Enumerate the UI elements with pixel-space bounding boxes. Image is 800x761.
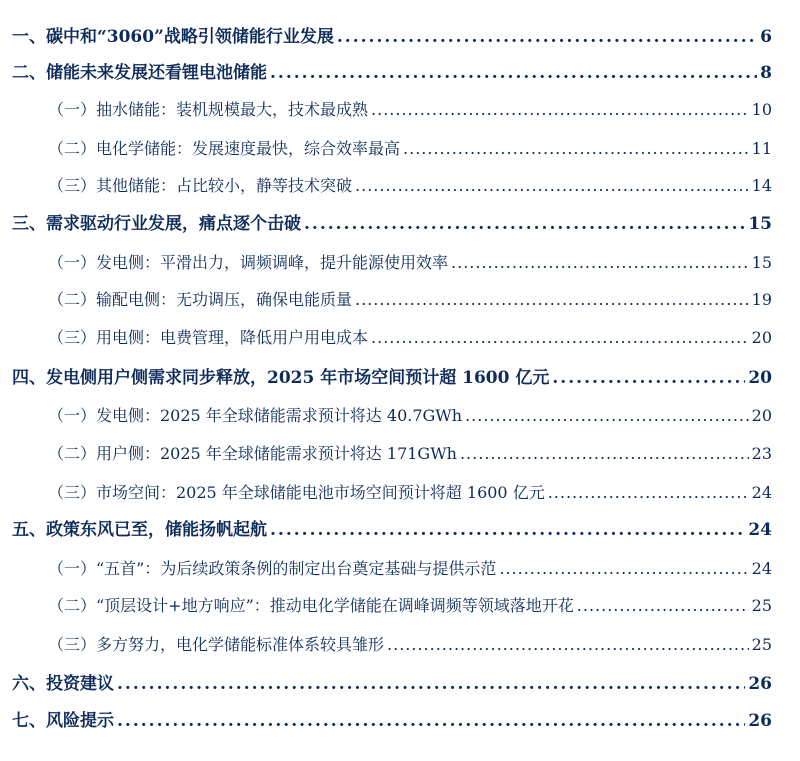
toc-entry-title: 一、碳中和“3060”战略引领储能行业发展 [12, 27, 334, 47]
toc-entry-5-2[interactable] [48, 594, 772, 618]
toc-entry-page: 26 [748, 674, 772, 694]
toc-entry-title: （三）市场空间：2025 年全球储能电池市场空间预计将超 1600 亿元 [48, 483, 545, 502]
toc-entry-1[interactable] [12, 25, 772, 49]
toc-entry-page: 20 [751, 406, 772, 425]
toc-dot-leader [355, 174, 749, 198]
toc-entry-page: 10 [751, 100, 772, 119]
toc-dot-leader [270, 518, 745, 542]
toc-dot-leader [270, 61, 757, 85]
toc-entry-page: 25 [751, 635, 772, 654]
toc-entry-title: （一）发电侧：2025 年全球储能需求预计将达 40.7GWh [48, 406, 463, 425]
toc-dot-leader [460, 442, 749, 466]
toc-dot-leader [337, 25, 757, 49]
toc-entry-2[interactable] [12, 61, 772, 85]
toc-entry-title: （一）抽水储能：装机规模最大，技术最成熟 [48, 100, 369, 119]
toc-entry-2-2[interactable] [48, 137, 772, 161]
toc-entry-5[interactable] [12, 518, 772, 542]
toc-entry-title: （一）“五首”：为后续政策条例的制定出台奠定基础与提供示范 [48, 559, 497, 578]
toc-entry-3[interactable] [12, 212, 772, 236]
toc-entry-title: （二）电化学储能：发展速度最快，综合效率最高 [48, 139, 401, 158]
toc-entry-title: （一）发电侧：平滑出力，调频调峰，提升能源使用效率 [48, 253, 449, 272]
toc-entry-2-1[interactable] [48, 98, 772, 122]
toc-entry-title: （二）用户侧：2025 年全球储能需求预计将达 171GWh [48, 444, 457, 463]
toc-entry-3-2[interactable] [48, 288, 772, 312]
toc-entry-title: 七、风险提示 [12, 711, 114, 731]
toc-entry-2-3[interactable] [48, 174, 772, 198]
toc-entry-page: 20 [748, 368, 772, 388]
toc-entry-4[interactable] [12, 366, 772, 390]
toc-entry-title: 六、投资建议 [12, 674, 114, 694]
toc-entry-page: 20 [751, 328, 772, 347]
toc-entry-title: （三）用电侧：电费管理，降低用户用电成本 [48, 328, 369, 347]
toc-dot-leader [117, 672, 745, 696]
toc-dot-leader [371, 326, 749, 350]
toc-entry-title: 二、储能未来发展还看锂电池储能 [12, 63, 267, 83]
toc-entry-title: 三、需求驱动行业发展，痛点逐个击破 [12, 214, 301, 234]
toc-entry-page: 24 [748, 520, 772, 540]
toc-entry-5-1[interactable] [48, 557, 772, 581]
toc-entry-title: （三）多方努力，电化学储能标准体系较具雏形 [48, 635, 385, 654]
toc-dot-leader [117, 709, 745, 733]
toc-entry-4-2[interactable] [48, 442, 772, 466]
toc-dot-leader [355, 288, 749, 312]
toc-entry-page: 25 [751, 596, 772, 615]
toc-entry-title: 五、政策东风已至，储能扬帆起航 [12, 520, 267, 540]
toc-entry-6[interactable] [12, 672, 772, 696]
toc-entry-4-3[interactable] [48, 481, 772, 505]
toc-entry-page: 14 [751, 176, 772, 195]
toc-entry-title: 四、发电侧用户侧需求同步释放，2025 年市场空间预计超 1600 亿元 [12, 368, 550, 388]
toc-entry-7[interactable] [12, 709, 772, 733]
toc-entry-page: 11 [751, 139, 772, 158]
toc-entry-page: 6 [760, 27, 772, 47]
toc-dot-leader [387, 633, 749, 657]
toc-entry-3-3[interactable] [48, 326, 772, 350]
toc-entry-3-1[interactable] [48, 251, 772, 275]
toc-dot-leader [552, 366, 745, 390]
toc-entry-title: （二）输配电侧：无功调压，确保电能质量 [48, 290, 353, 309]
toc-entry-page: 8 [760, 63, 772, 83]
toc-entry-title: （三）其他储能：占比较小，静等技术突破 [48, 176, 353, 195]
toc-dot-leader [548, 481, 749, 505]
toc-dot-leader [577, 594, 749, 618]
toc-entry-page: 15 [751, 253, 772, 272]
toc-entry-page: 15 [748, 214, 772, 234]
toc-dot-leader [403, 137, 749, 161]
toc-dot-leader [371, 98, 749, 122]
toc-entry-page: 19 [751, 290, 772, 309]
toc-entry-title: （二）“顶层设计+地方响应”：推动电化学储能在调峰调频等领域落地开花 [48, 596, 574, 615]
toc-entry-page: 23 [751, 444, 772, 463]
toc-dot-leader [499, 557, 748, 581]
toc-dot-leader [465, 404, 749, 428]
toc-entry-page: 26 [748, 711, 772, 731]
toc-dot-leader [304, 212, 745, 236]
toc-entry-5-3[interactable] [48, 633, 772, 657]
toc-entry-4-1[interactable] [48, 404, 772, 428]
toc-dot-leader [451, 251, 749, 275]
toc-entry-page: 24 [751, 559, 772, 578]
toc-entry-page: 24 [751, 483, 772, 502]
